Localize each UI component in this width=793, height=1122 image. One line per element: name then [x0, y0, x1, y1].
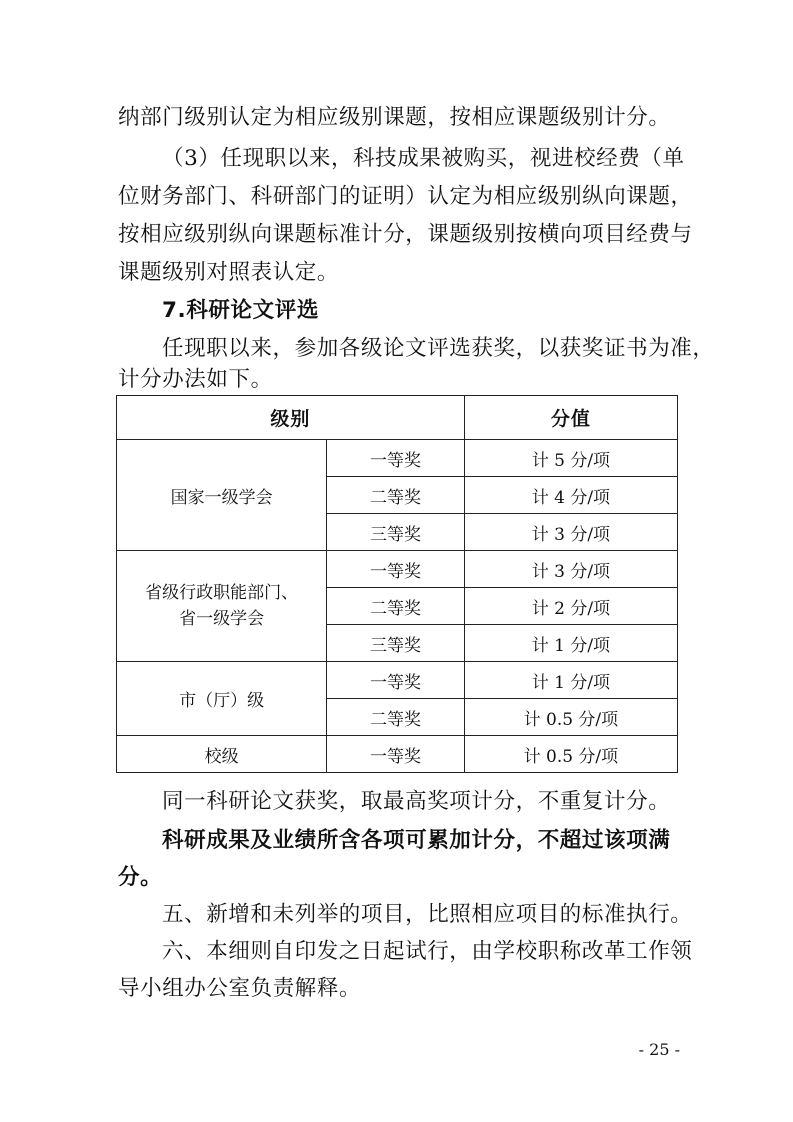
award-cell: 二等奖: [327, 477, 464, 514]
award-cell: 二等奖: [327, 699, 464, 736]
emphasis-text: 科研成果及业绩所含各项可累加计分，不超过该项满: [162, 828, 671, 853]
paragraph-text: 六、本细则自印发之日起试行，由学校职称改革工作领: [162, 939, 693, 964]
page-number: - 25 -: [638, 1040, 680, 1059]
score-cell: 计 0.5 分/项: [464, 736, 677, 773]
paragraph-text: 计分办法如下。: [118, 367, 273, 392]
award-cell: 一等奖: [327, 551, 464, 588]
score-cell: 计 3 分/项: [464, 514, 677, 551]
paragraph-text: （3）任现职以来，科技成果被购买，视进校经费（单: [162, 146, 685, 171]
score-cell: 计 1 分/项: [464, 662, 677, 699]
paragraph-text: 课题级别对照表认定。: [118, 260, 340, 285]
award-cell: 三等奖: [327, 514, 464, 551]
award-cell: 一等奖: [327, 662, 464, 699]
award-cell: 一等奖: [327, 440, 464, 477]
table-header-row: [117, 396, 678, 440]
header-score: 分值: [464, 396, 677, 440]
paragraph-text: 按相应级别纵向课题标准计分，课题级别按横向项目经费与: [118, 222, 693, 247]
score-cell: 计 3 分/项: [464, 551, 677, 588]
level-cell: [117, 736, 327, 773]
level-label: 省一级学会: [179, 609, 265, 629]
table-row: [117, 551, 678, 588]
award-score-table: [116, 395, 678, 773]
level-cell: [117, 662, 327, 736]
table-row: [117, 440, 678, 477]
score-cell: 计 2 分/项: [464, 588, 677, 625]
table-row: [117, 662, 678, 699]
paragraph-text: 任现职以来，参加各级论文评选获奖，以获奖证书为准，: [162, 336, 715, 361]
level-label: 校级: [204, 746, 239, 767]
paragraph-text: 导小组办公室负责解释。: [118, 976, 362, 1001]
score-cell: 计 4 分/项: [464, 477, 677, 514]
level-cell: [117, 551, 327, 662]
score-cell: 计 5 分/项: [464, 440, 677, 477]
score-cell: 计 1 分/项: [464, 625, 677, 662]
level-label: 国家一级学会: [170, 487, 273, 508]
paragraph-text: 位财务部门、科研部门的证明）认定为相应级别纵向课题，: [118, 184, 693, 209]
score-cell: 计 0.5 分/项: [464, 699, 677, 736]
emphasis-text: 分。: [118, 865, 163, 890]
header-level: 级别: [117, 396, 465, 440]
award-cell: 三等奖: [327, 625, 464, 662]
paragraph-text: 五、新增和未列举的项目，比照相应项目的标准执行。: [162, 902, 693, 927]
award-cell: 二等奖: [327, 588, 464, 625]
award-cell: 一等奖: [327, 736, 464, 773]
paragraph-text: 同一科研论文获奖，取最高奖项计分，不重复计分。: [162, 789, 671, 814]
level-label: 省级行政职能部门、: [145, 583, 299, 603]
section-heading: 7.科研论文评选: [162, 298, 319, 323]
table-row: [117, 736, 678, 773]
paragraph-text: 纳部门级别认定为相应级别课题，按相应课题级别计分。: [118, 105, 671, 130]
level-cell: [117, 440, 327, 551]
level-label: 市（厅）级: [179, 691, 265, 711]
